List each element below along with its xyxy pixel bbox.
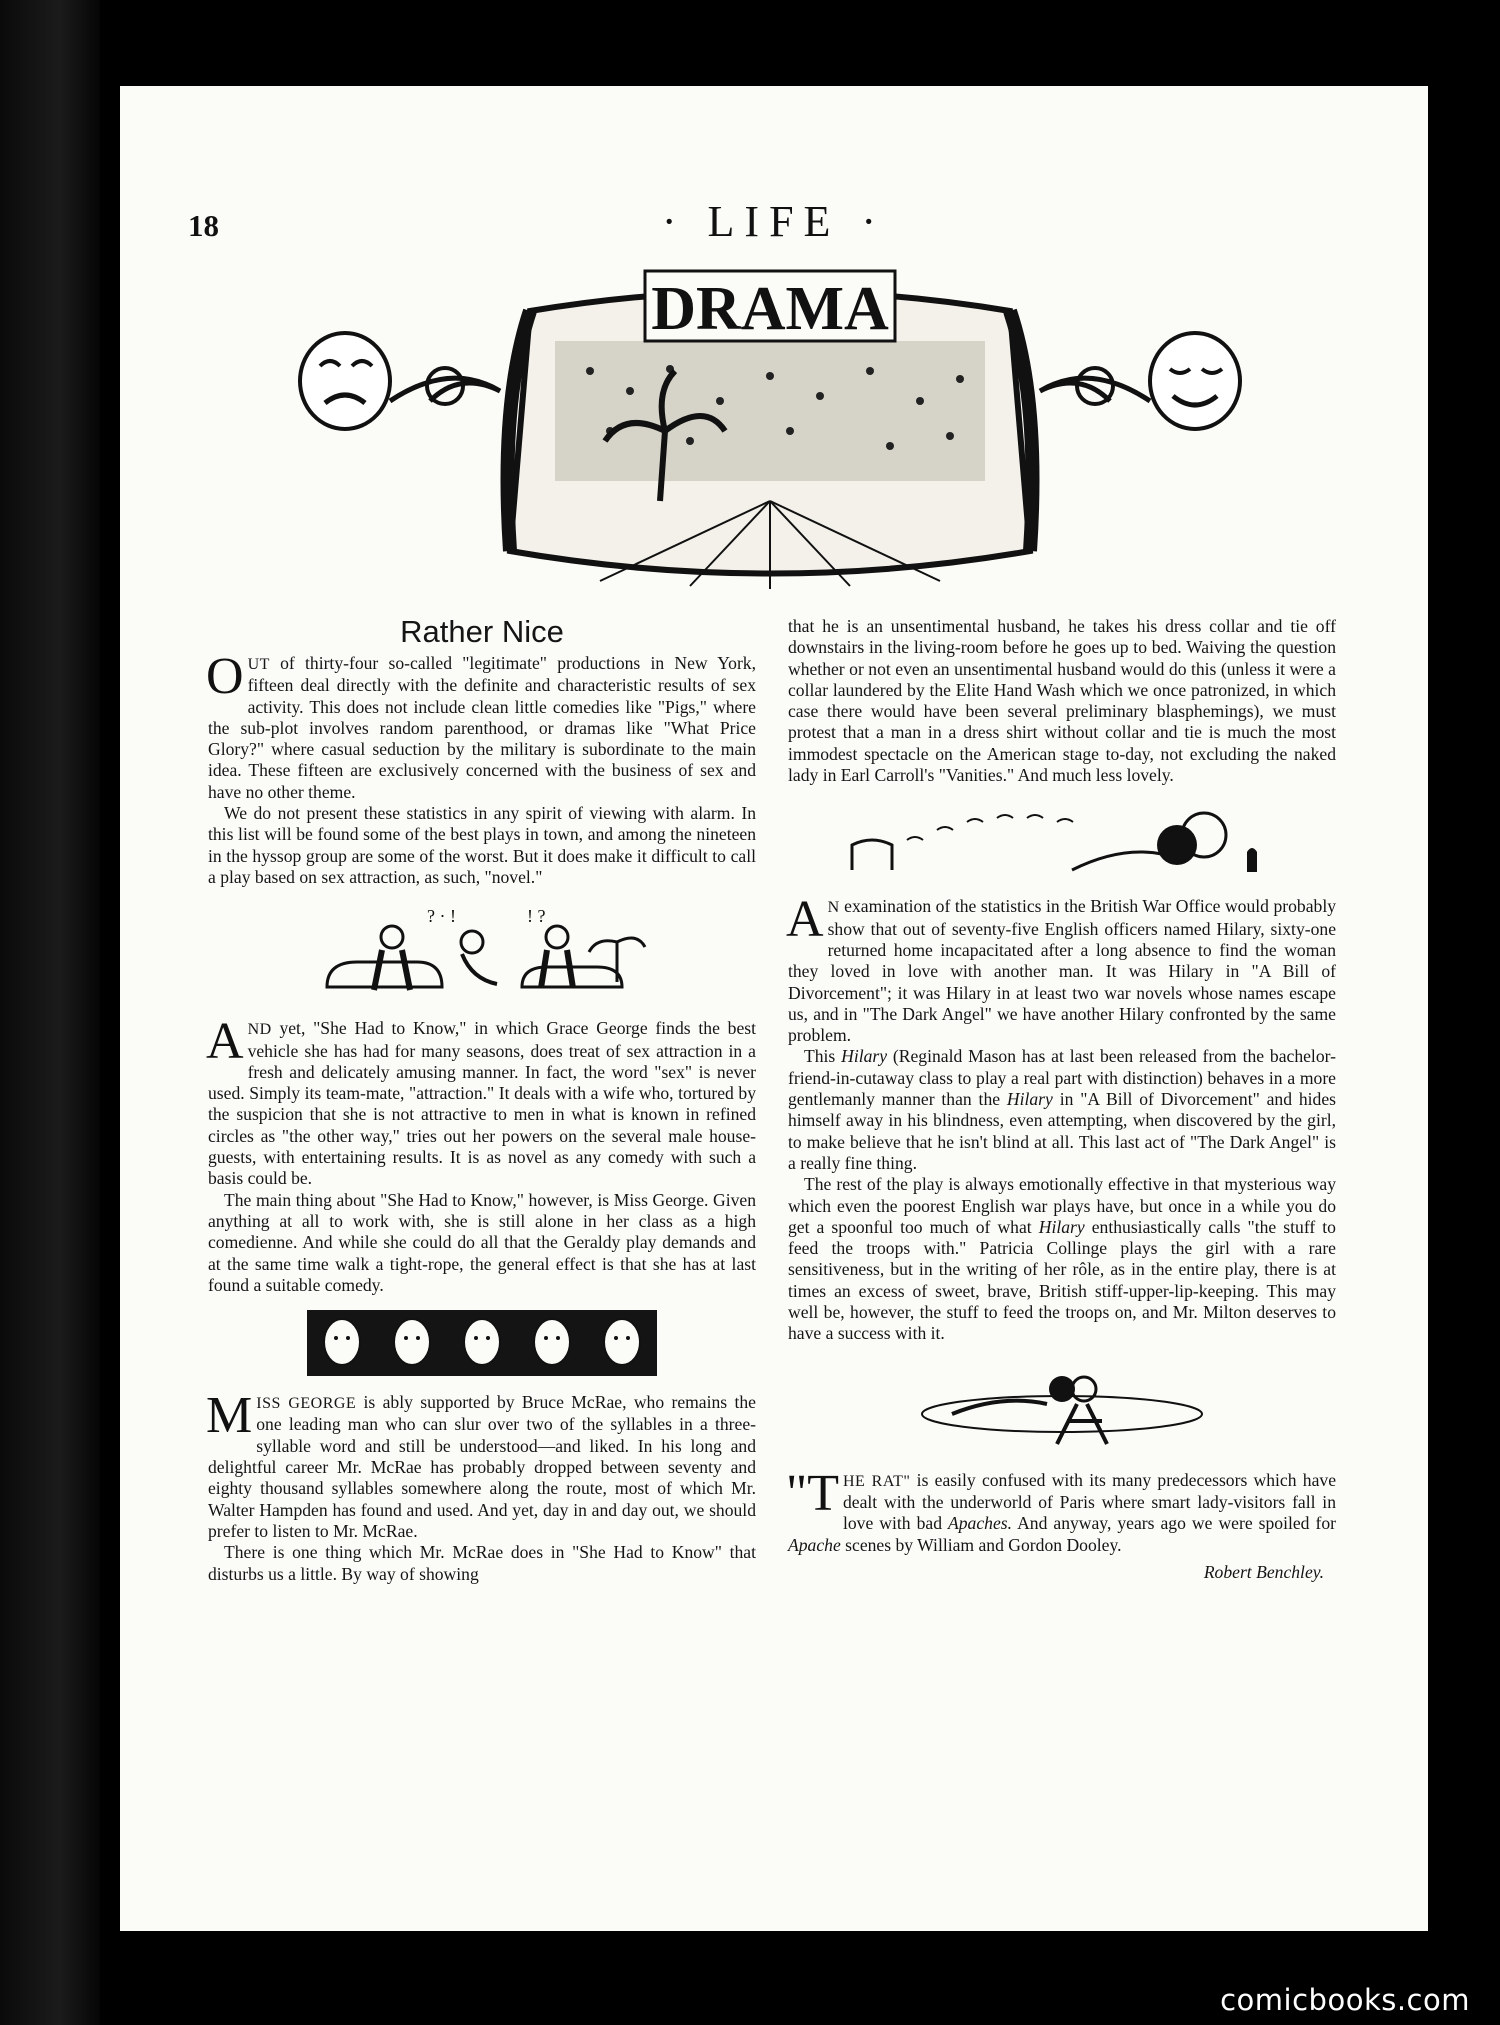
paragraph: MISS GEORGE is ably supported by Bruce McRae, who remains the one leading man who can slur over two of the syllables in a three-syllable word and still be understood—and liked. In his long and delightful career Mr. McRae has probably dropped between seventy and eighty thousand syllables somewhere along the route, most of which Mr. Walter Hampden has found and used. And yet, day in and day out, we should prefer to listen to Mr. McRae. (206, 1387, 756, 1541)
masthead-title: · LIFE · (661, 197, 887, 246)
paragraph: The rest of the play is always emotionally effective in that mysterious way which even the poorest English war plays have, but once in a while you do get a spoonful too much of what Hilary enthusiastically calls "the stuff to feed the troops with." Patricia Collinge plays the girl with a rare sensitiveness, but in the writing of her rôle, as in the entire play, there is at times an excess of sweet, brave, British stiff-upper-lip-keeping. This may well be, however, the stuff to feed the troops on, and Mr. Milton deserves to have a success with it. (788, 1174, 1336, 1344)
site-watermark: comicbooks.com (1220, 1983, 1470, 2017)
paragraph: OUT of thirty-four so-called "legitimate" productions in New York, fifteen deal directly with the definite and characteristic results of sex activity. This does not include clean little comedies like "Pigs," where the sub-plot involves random parenthood, or dramas like "What Price Glory?" where casual seduction by the military is subordinate to the main idea. These fifteen are exclusively concerned with the business of sex and have no other theme. (206, 648, 756, 802)
drop-cap: M (206, 1387, 253, 1445)
cartoon-faces-strip (307, 1310, 657, 1376)
drop-cap: "T (786, 1464, 839, 1522)
page-number: 18 (188, 208, 219, 243)
paragraph: This Hilary (Reginald Mason has at last been released from the bachelor-friend-in-cutaway class to play a real part with distinction) behaves in a more gentlemanly manner than the Hilary in "A Bill of Divorcement" and hides himself away in his blindness, even attempting, when discovered by the girl, to make believe that he isn't blind at all. This last act of "The Dark Angel" is a really fine thing. (788, 1046, 1336, 1173)
svg-text:? · !: ? · ! (427, 906, 456, 927)
svg-text:! ?: ! ? (527, 906, 546, 927)
author-signature: Robert Benchley. (1203, 1561, 1324, 1582)
paragraph: The main thing about "She Had to Know," however, is Miss George. Given anything at all to work with, she is still alone in her class as a high comedienne. And while she could do all that the Geraldy play demands and at the same time walk a tight-rope, the general effect is that she has at last found a suitable comedy. (208, 1189, 756, 1295)
paragraph: We do not present these statistics in any spirit of viewing with alarm. In this list will be found some of the best plays in town, and among the nineteen in the hyssop group are some of the worst. But it does make it difficult to call a play based on sex attraction, as such, "novel." (208, 803, 756, 887)
scan-border (0, 0, 100, 2025)
paragraph: A N examination of the statistics in the British War Office would probably show that out of seventy-five English officers named Hilary, sixty-one returned home incapacitated after a long absence to find the woman they loved in love with another man. It was Hilary in "A Bill of Divorcement"; it was Hilary in at least two war novels whose names escape us, and in "The Dark Angel" we have another Hilary confronted by the same problem. (786, 891, 1336, 1046)
magazine-page (120, 86, 1428, 1931)
paragraph: AND yet, "She Had to Know," in which Grace George finds the best vehicle she has had for many seasons, does treat of sex attraction in a fresh and delicately amusing manner. In fact, the word "sex" is never used. Simply its team-mate, "attraction." It deals with a wife who, tortured by the suspicion that she is not attractive to men in what is known in refined circles as "the other way," tries out her powers on the several male house-guests, with entertaining results. It is as novel as any comedy with such a basis could be. (206, 1013, 756, 1189)
tragedy-mask-icon (300, 333, 500, 429)
cartoon-dancers-illustration (912, 1359, 1212, 1454)
drop-cap: A (206, 1013, 244, 1071)
drama-banner-illustration (270, 251, 1270, 611)
drama-banner-title: DRAMA (651, 275, 889, 343)
article-title: Rather Nice (400, 614, 564, 649)
paragraph: "THE RAT" is easily confused with its many predecessors which have dealt with the underworld of Paris where smart lady-visitors fall in love with bad Apaches. And anyway, years ago we were spoiled for Apache scenes by William and Gordon Dooley. (786, 1464, 1336, 1555)
comedy-mask-icon (1040, 333, 1240, 429)
paragraph: There is one thing which Mr. McRae does in "She Had to Know" that disturbs us a little. By way of showing (208, 1542, 756, 1584)
drop-cap: O (206, 648, 244, 705)
left-column (208, 614, 756, 1585)
drop-cap: A (786, 891, 824, 949)
cartoon-garment-trail-illustration (842, 800, 1282, 880)
cartoon-couple-illustration (317, 902, 647, 1002)
paragraph: that he is an unsentimental husband, he takes his dress collar and tie off downstairs in the living-room before he goes up to bed. Waiving the question whether or not even an unsentimental husband would do this (unless it were a collar laundered by the Elite Hand Wash which we once patronized, in which case there would have been several preliminary blasphemings), we must protest that a man in a dress shirt without collar and tie is much the most immodest spectacle on the American stage to-day, not excluding the naked lady in Earl Carroll's "Vanities." And much less lovely. (788, 616, 1336, 786)
right-column (788, 616, 1336, 1583)
